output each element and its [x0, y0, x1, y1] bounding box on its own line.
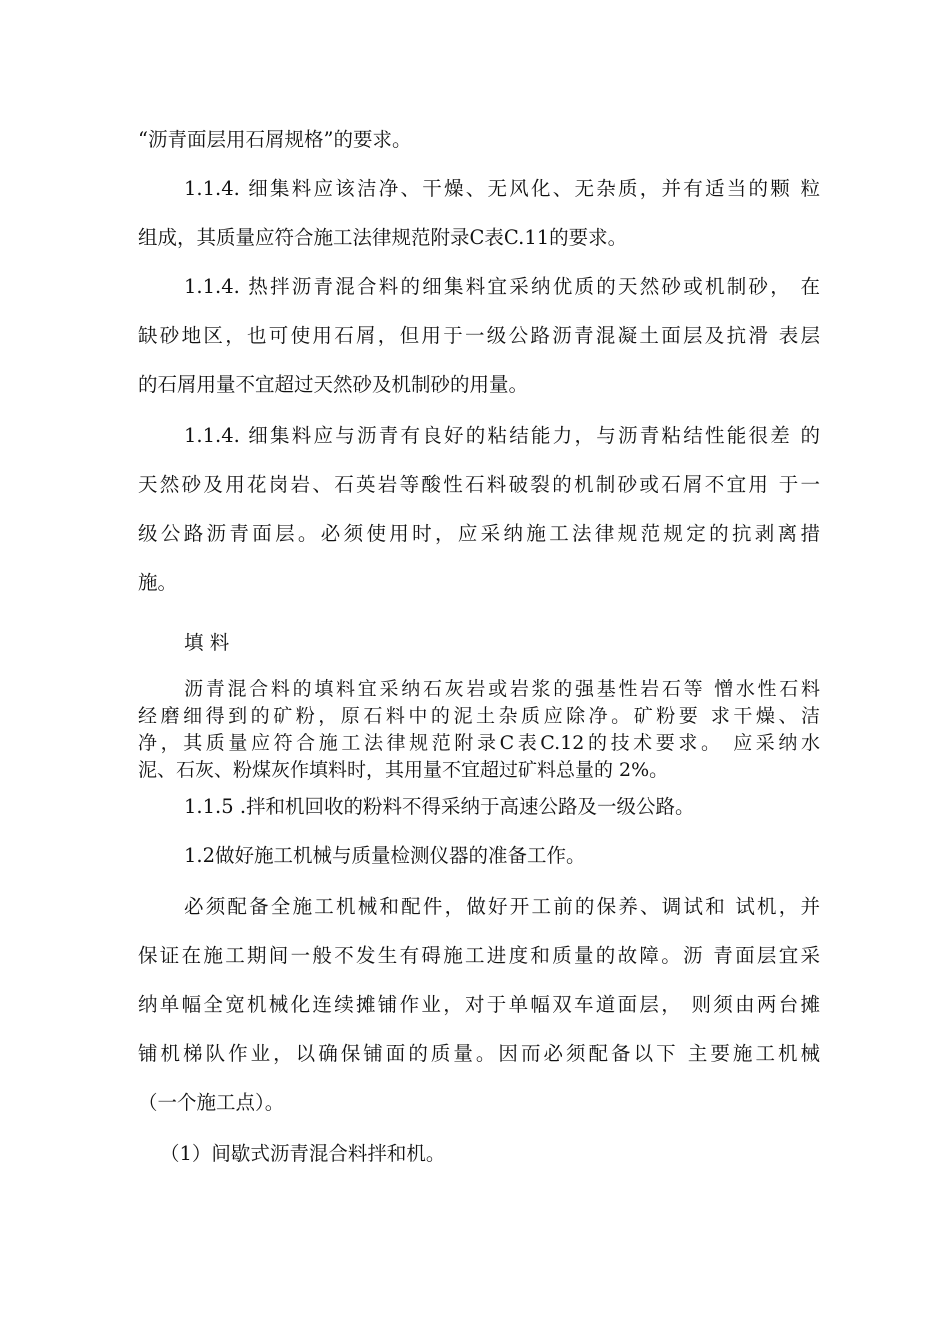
text-line: “沥青面层用石屑规格”的要求。: [138, 128, 412, 151]
text-line: 保证在施工期间一般不发生有碍施工进度和质量的故障。沥 青面层宜采: [138, 944, 820, 967]
text-line: 施。: [138, 571, 178, 594]
text-line: 组成，其质量应符合施工法律规范附录C表C.11的要求。: [138, 226, 628, 249]
text-line: 净，其质量应符合施工法律规范附录C表C.12的技术要求。 应采纳水: [138, 732, 820, 754]
text-line: 1.1.5 .拌和机回收的粉料不得采纳于高速公路及一级公路。: [184, 795, 695, 818]
text-line: 缺砂地区，也可使用石屑，但用于一级公路沥青混凝土面层及抗滑 表层: [138, 324, 820, 347]
text-line: 1.2做好施工机械与质量检测仪器的准备工作。: [184, 844, 586, 867]
text-line: 1.1.4. 热拌沥青混合料的细集料宜采纳优质的天然砂或机制砂， 在: [184, 275, 820, 298]
text-line: 的石屑用量不宜超过天然砂及机制砂的用量。: [138, 373, 529, 396]
text-line: 沥青混合料的填料宜采纳石灰岩或岩浆的强基性岩石等 憎水性石料: [184, 678, 820, 700]
text-line: 必须配备全施工机械和配件，做好开工前的保养、调试和 试机，并: [184, 895, 820, 918]
text-line: 级公路沥青面层。必须使用时，应采纳施工法律规范规定的抗剥离措: [138, 522, 820, 545]
text-line: （一个施工点）。: [138, 1091, 285, 1114]
text-line: 纳单幅全宽机械化连续摊铺作业，对于单幅双车道面层， 则须由两台摊: [138, 993, 820, 1016]
text-line: 1.1.4. 细集料应与沥青有良好的粘结能力，与沥青粘结性能很差 的: [184, 424, 820, 447]
list-item: （1）间歇式沥青混合料拌和机。: [160, 1142, 446, 1165]
text-line: 1.1.4. 细集料应该洁净、干燥、无风化、无杂质，并有适当的颗 粒: [184, 177, 820, 200]
text-line: 经磨细得到的矿粉，原石料中的泥土杂质应除净。矿粉要 求干燥、洁: [138, 705, 820, 727]
text-line: 天然砂及用花岗岩、石英岩等酸性石料破裂的机制砂或石屑不宜用 于一: [138, 473, 820, 496]
section-heading: 填 料: [184, 631, 230, 654]
text-line: 泥、石灰、粉煤灰作填料时，其用量不宜超过矿料总量的 2%。: [138, 759, 669, 781]
text-line: 铺机梯队作业，以确保铺面的质量。因而必须配备以下 主要施工机械: [138, 1042, 820, 1065]
